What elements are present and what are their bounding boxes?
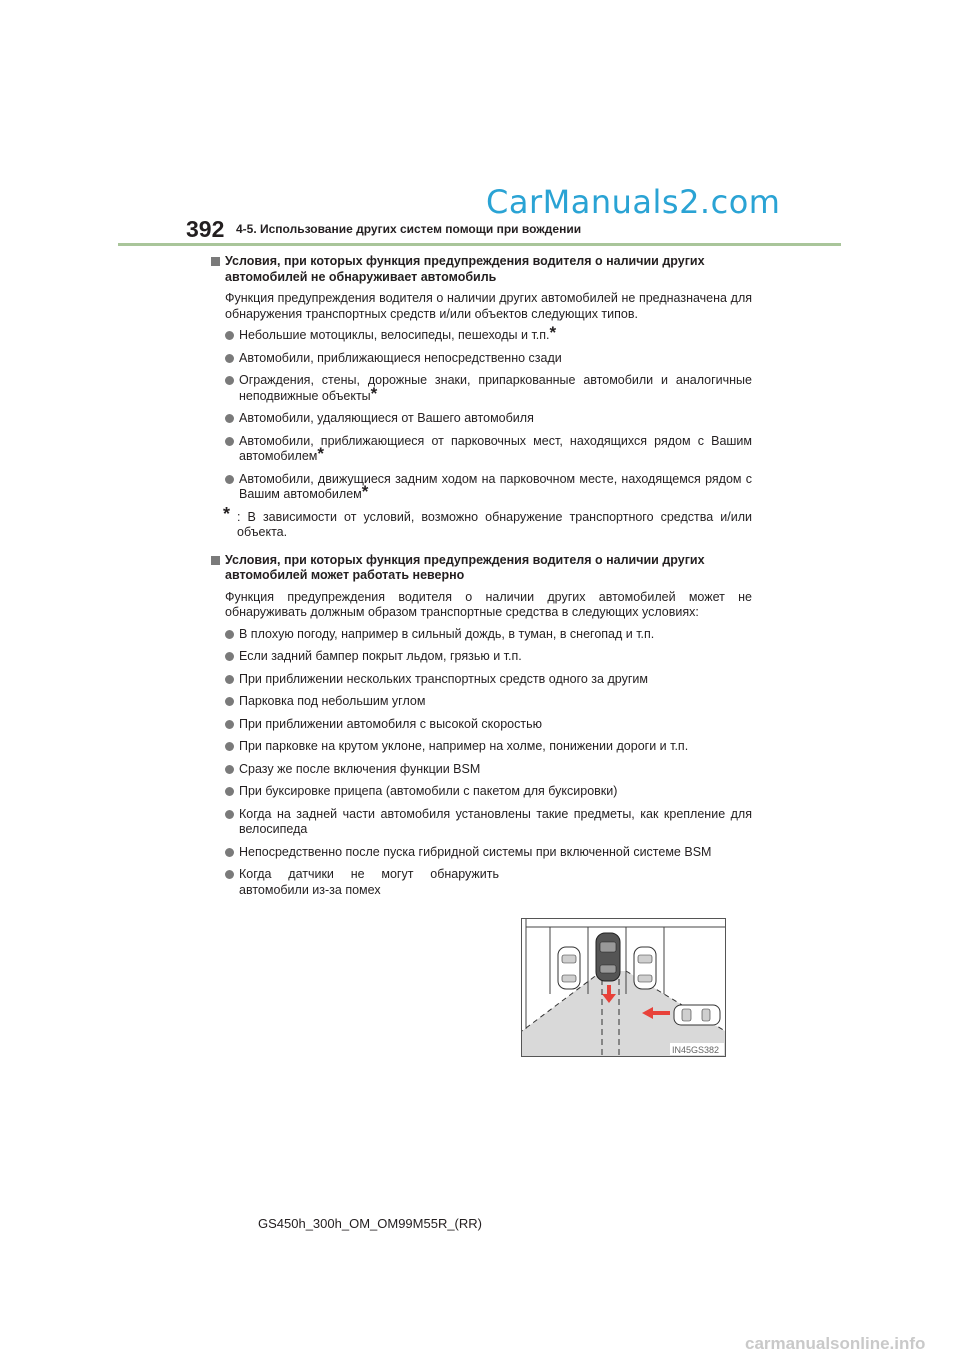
watermark-bottom: carmanualsonline.info [745, 1334, 926, 1353]
footnote-star: * [317, 444, 325, 463]
footnote-star: * [549, 323, 557, 342]
section-intro: Функция предупреждения водителя о наличии других автомобилей не предназначена для обнаружения транспортных средств и/или объектов следующих типов. [225, 291, 752, 321]
footnote-star: * [361, 482, 369, 501]
square-bullet-icon [211, 556, 220, 565]
circle-bullet-icon [225, 765, 234, 774]
list-item: Когда датчики не могут обнаружить автомобили из-за помех [210, 867, 499, 898]
circle-bullet-icon [225, 354, 234, 363]
list-item: Небольшие мотоциклы, велосипеды, пешеходы и т.п.* [210, 328, 752, 344]
parked-car-right [634, 947, 656, 989]
circle-bullet-icon [225, 652, 234, 661]
section-heading-not-detect: Условия, при которых функция предупреждения водителя о наличии других автомобилей не обнаруживает автомобиль [210, 254, 752, 285]
list-item: Когда на задней части автомобиля установлены такие предметы, как крепление для велосипеда [210, 807, 752, 838]
header-divider [118, 243, 841, 246]
footnote: * : В зависимости от условий, возможно обнаружение транспортного средства и/или объекта. [223, 503, 752, 539]
list-item: Ограждения, стены, дорожные знаки, припаркованные автомобили и аналогичные неподвижные объекты* [210, 373, 752, 404]
section-intro: Функция предупреждения водителя о наличии других автомобилей может не обнаруживать должным образом транспортные средства в следующих условиях: [225, 589, 752, 619]
footer-doc-id: GS450h_300h_OM_OM99M55R_(RR) [258, 1216, 482, 1231]
parking-illustration [521, 918, 726, 1057]
circle-bullet-icon [225, 331, 234, 340]
own-car [596, 933, 620, 981]
list-item: Автомобили, приближающиеся от парковочных мест, находящихся рядом с Вашим автомобилем* [210, 434, 752, 465]
list-item: При буксировке прицепа (автомобили с пакетом для буксировки) [210, 784, 752, 800]
list-item: Автомобили, приближающиеся непосредственно сзади [210, 351, 752, 367]
list-item: Если задний бампер покрыт льдом, грязью и т.п. [210, 649, 752, 665]
section-title: 4-5. Использование других систем помощи при вождении [236, 222, 582, 236]
list-item: Непосредственно после пуска гибридной системы при включенной системе BSM [210, 845, 752, 861]
list-item: Автомобили, удаляющиеся от Вашего автомобиля [210, 411, 752, 427]
circle-bullet-icon [225, 848, 234, 857]
circle-bullet-icon [225, 475, 234, 484]
circle-bullet-icon [225, 787, 234, 796]
circle-bullet-icon [225, 697, 234, 706]
circle-bullet-icon [225, 376, 234, 385]
circle-bullet-icon [225, 630, 234, 639]
circle-bullet-icon [225, 720, 234, 729]
list-item: Парковка под небольшим углом [210, 694, 752, 710]
circle-bullet-icon [225, 810, 234, 819]
parking-diagram [522, 919, 725, 1056]
approaching-car [674, 1005, 720, 1025]
parked-car-left [558, 947, 580, 989]
figure-code: IN45GS382 [672, 1045, 720, 1055]
list-item: Сразу же после включения функции BSM [210, 762, 752, 778]
list-item: При приближении нескольких транспортных средств одного за другим [210, 672, 752, 688]
footnote-star: * [370, 383, 378, 403]
page-content [210, 254, 752, 905]
square-bullet-icon [211, 257, 220, 266]
circle-bullet-icon [225, 437, 234, 446]
circle-bullet-icon [225, 742, 234, 751]
circle-bullet-icon [225, 414, 234, 423]
list-item: Автомобили, движущиеся задним ходом на парковочном месте, находящемся рядом с Вашим автомобилем* [210, 472, 752, 503]
circle-bullet-icon [225, 870, 234, 879]
circle-bullet-icon [225, 675, 234, 684]
watermark-logo: CarManuals2.com [486, 183, 781, 221]
section-heading-malfunction: Условия, при которых функция предупреждения водителя о наличии других автомобилей может работать неверно [210, 553, 752, 584]
list-item: При приближении автомобиля с высокой скоростью [210, 717, 752, 733]
footnote-star: * [223, 503, 231, 524]
list-item: В плохую погоду, например в сильный дождь, в туман, в снегопад и т.п. [210, 627, 752, 643]
page-number: 392 [186, 216, 225, 242]
list-item: При парковке на крутом уклоне, например на холме, понижении дороги и т.п. [210, 739, 752, 755]
